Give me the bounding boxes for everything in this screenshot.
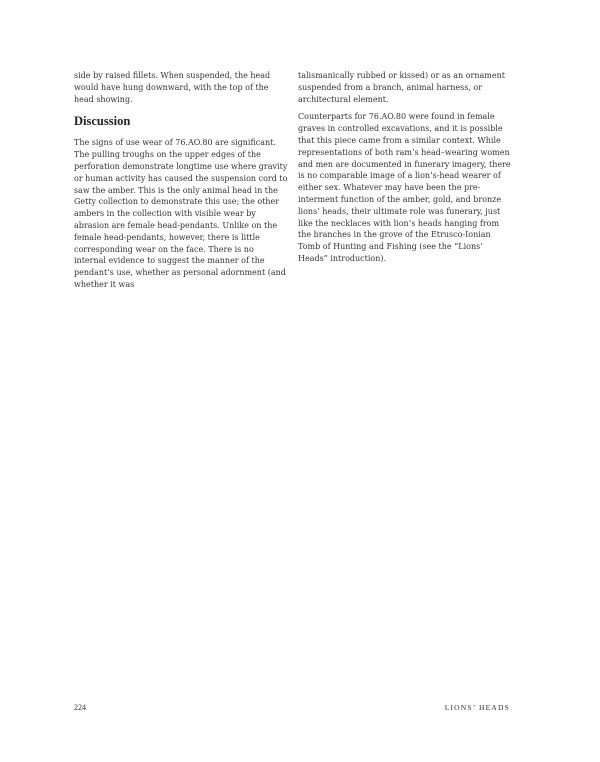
discussion-heading: Discussion [74, 114, 131, 129]
left-continuation-text: side by raised fillets. When suspended, the head would have hung downward, with the top of the head showing. [74, 71, 271, 104]
counterparts-paragraph: Counterparts for 76.AO.80 were found in female graves in controlled excavations, and it is possible that this piece came from a similar context. While representations of both ram’s head–wearing women and men are documented in funerary imagery, there is no comparable image of a lion’s-head wearer of either sex. Whatever may have been the pre-interment function of the amber, gold, and bronze lions’ heads, their ultimate role was funerary, just like the necklaces with lion’s heads hanging from the branches in the grove of the Etrusco-Ionian Tomb of Hunting and Fishing (see the “Lions’ Heads” introduction). [298, 112, 511, 263]
right-continuation-text: talismanically rubbed or kissed) or as an ornament suspended from a branch, animal harness, or architectural element. [298, 71, 505, 104]
right-column [298, 70, 512, 265]
page-number: 224 [74, 703, 86, 712]
running-title: LIONS’ HEADS [444, 703, 510, 712]
left-column [74, 70, 288, 291]
discussion-paragraph: The signs of use wear of 76.AO.80 are significant. The pulling troughs on the upper edges of the perforation demonstrate longtime use where gravity or human activity has caused the suspension cord to saw the amber. This is the only animal head in the Getty collection to demonstrate this use; the other ambers in the collection with visible wear by abrasion are female head-pendants. Unlike on the female head-pendants, however, there is little corresponding wear on the face. There is no internal evidence to suggest the manner of the pendant’s use, whether as personal adornment (and whether it was [74, 138, 288, 289]
